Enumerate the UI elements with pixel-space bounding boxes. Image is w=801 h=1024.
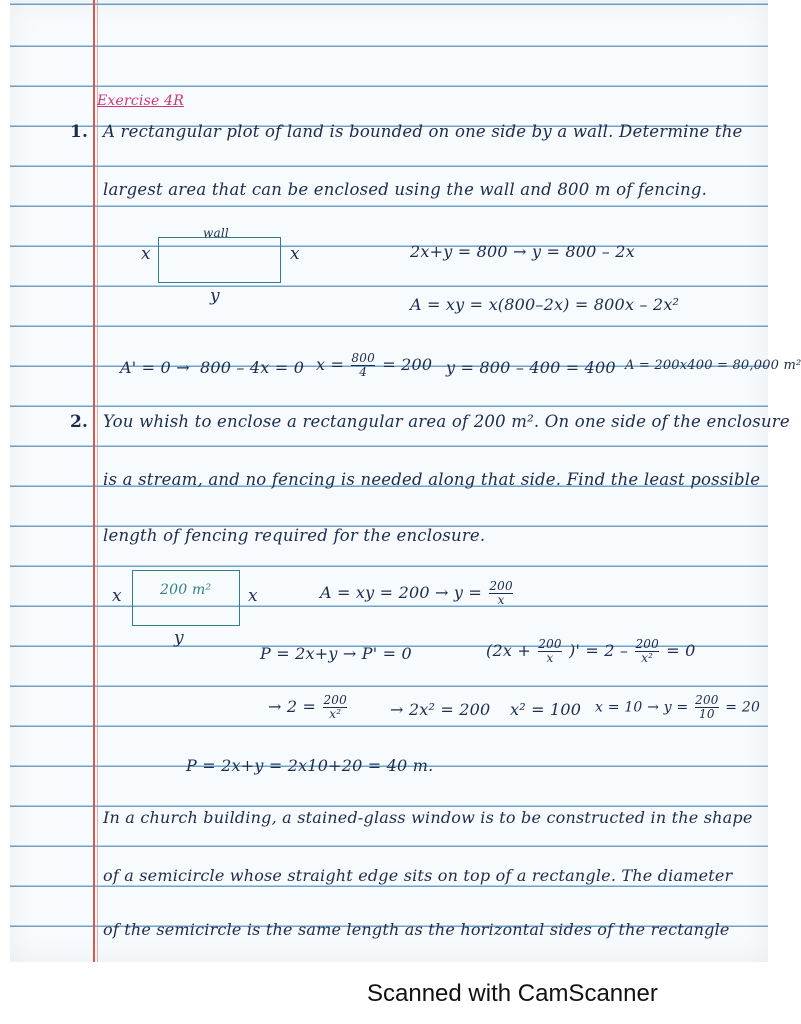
problem2-line2: is a stream, and no fencing is needed along that side. Find the least possible [103,470,761,489]
problem2-y-label: y [174,628,184,648]
problem2-eq1: A = xy = 200 → y = $\frac{200}{x}$ [320,579,513,607]
problem1-eq3e: A = 200x400 = 80,000 m² [625,358,801,373]
problem2-number: 2. [70,412,89,432]
problem1-eq2: A = xy = x(800–2x) = 800x – 2x² [410,295,680,314]
problem1-y-label: y [210,286,220,306]
problem1-eq1: 2x+y = 800 → y = 800 – 2x [410,242,635,261]
problem2-eq1-fraction: $\frac{200}{x}$ [489,579,513,607]
problem2-eq3a-fraction: $\frac{200}{\text{x²}}$ [323,693,347,721]
problem2-rectangle [132,570,240,626]
problem1-eq3a: A' = 0 → [120,358,190,377]
problem3-line2: of a semicircle whose straight edge sits on top of a rectangle. The diameter [103,866,733,885]
problem2-eq2b-frac2: $\frac{200}{\text{x²}}$ [635,637,659,665]
problem1-line2: largest area that can be enclosed using the wall and 800 m of fencing. [103,180,708,199]
problem2-area-label: 200 m² [160,582,212,598]
problem2-line3: length of fencing required for the enclosure. [103,526,486,545]
problem2-eq4: P = 2x+y = 2x10+20 = 40 m. [186,756,434,775]
problem1-number: 1. [70,122,89,142]
problem2-x-right: x [248,586,258,606]
problem2-eq3d: x = 10 → y = $\frac{200}{10}$ = 20 [595,693,761,721]
problem1-wall-label: wall [203,226,229,240]
problem3-line1: In a church building, a stained-glass window is to be constructed in the shape [103,808,753,827]
problem2-eq3c: x² = 100 [510,700,582,719]
problem2-eq2a: P = 2x+y → P' = 0 [260,644,412,663]
problem2-x-left: x [112,586,122,606]
margin-line-secondary [97,0,98,962]
problem1-eq3d: y = 800 – 400 = 400 [446,358,616,377]
problem1-eq3c: x = $\frac{800}{4}$ = 200 [316,351,433,379]
exercise-title: Exercise 4R [97,93,184,109]
problem1-rectangle [158,237,281,283]
problem1-x-left: x [141,244,151,264]
problem1-fraction: $\frac{800}{4}$ [351,351,375,379]
scanner-watermark: Scanned with CamScanner [367,980,658,1007]
problem2-line1: You whish to enclose a rectangular area of 200 m². On one side of the enclosure [103,412,790,431]
margin-line [93,0,95,962]
problem1-eq3b: 800 – 4x = 0 [200,358,305,377]
problem2-eq3a: → 2 = $\frac{200}{\text{x²}}$ [268,693,347,721]
problem1-line1: A rectangular plot of land is bounded on one side by a wall. Determine the [103,122,743,141]
notebook-page [10,0,801,962]
problem3-line3: of the semicircle is the same length as the horizontal sides of the rectangle [103,920,730,939]
problem1-x-right: x [290,244,300,264]
problem2-eq2b: (2x + $\frac{200}{x}$ )' = 2 – $\frac{200}{\text{x²}}$ = 0 [486,637,696,665]
problem2-eq3d-fraction: $\frac{200}{10}$ [695,693,719,721]
problem2-eq3b: → 2x² = 200 [390,700,491,719]
problem2-eq2b-frac1: $\frac{200}{x}$ [538,637,562,665]
